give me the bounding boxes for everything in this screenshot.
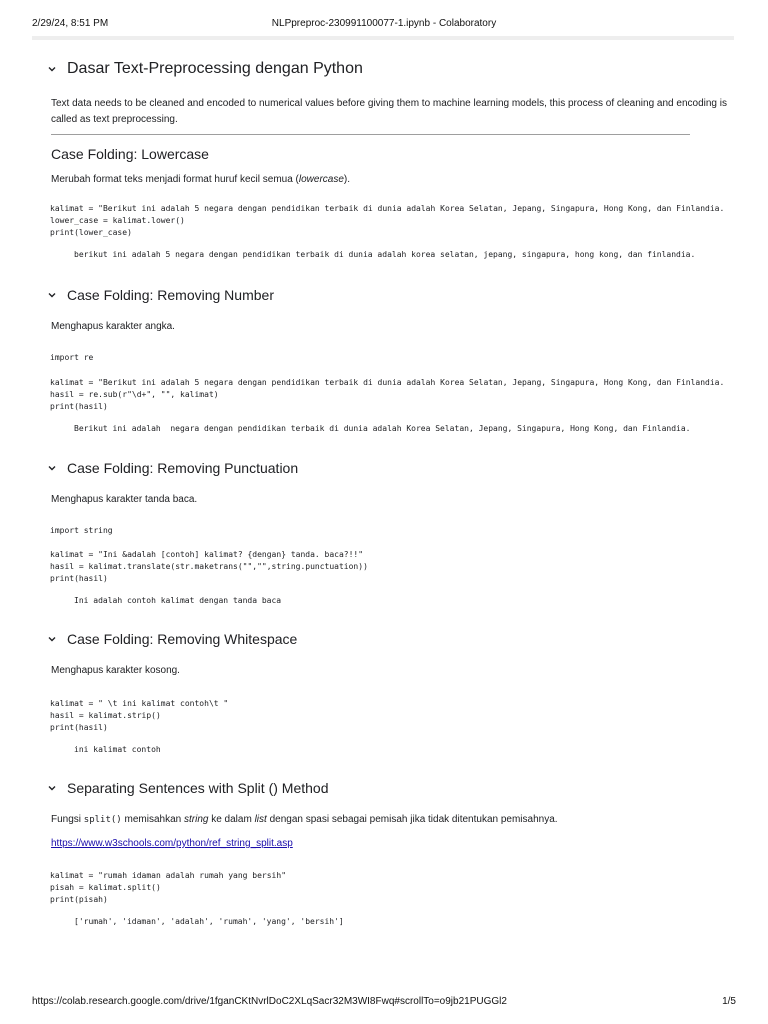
description-italic: string	[183, 814, 209, 825]
code-cell[interactable]: kalimat = "rumah idaman adalah rumah yang bersih" pisah = kalimat.split() print(pisah)	[50, 871, 287, 904]
section-title: Case Folding: Removing Whitespace	[67, 631, 298, 647]
chevron-down-icon[interactable]	[44, 460, 60, 476]
description-text	[51, 812, 734, 828]
cell-output: ['rumah', 'idaman', 'adalah', 'rumah', 'yang', 'bersih']	[74, 917, 344, 926]
description-text	[51, 172, 734, 188]
section-header-removing-number[interactable]	[44, 282, 734, 308]
text-cell-divider	[51, 134, 690, 135]
section-header-removing-punctuation[interactable]	[44, 455, 734, 481]
inline-code: split()	[83, 815, 122, 825]
section-title: Separating Sentences with Split () Method	[67, 780, 329, 796]
section-title: Case Folding: Removing Punctuation	[67, 460, 299, 476]
chevron-down-icon[interactable]	[44, 287, 60, 303]
cell-output: ini kalimat contoh	[74, 745, 161, 754]
print-datetime: 2/29/24, 8:51 PM	[32, 18, 109, 29]
description-part: memisahkan	[121, 814, 184, 825]
w3schools-link[interactable]: https://www.w3schools.com/python/ref_string_split.asp	[51, 838, 293, 849]
print-title: NLPpreproc-230991100077-1.ipynb - Colaboratory	[271, 18, 497, 29]
description-part: ).	[343, 174, 351, 185]
description-text: Menghapus karakter tanda baca.	[51, 494, 198, 505]
page-number: 1/5	[722, 996, 736, 1007]
description-text: Menghapus karakter angka.	[51, 321, 175, 332]
description-text: Menghapus karakter kosong.	[51, 665, 180, 676]
cell-output: Berikut ini adalah negara dengan pendidikan terbaik di dunia adalah Korea Selatan, Jepang, Singapura, Hong Kong, dan Finlandia.	[74, 424, 691, 433]
cell-output: berikut ini adalah 5 negara dengan pendidikan terbaik di dunia adalah korea selatan, jepang, singapura, hong kong, dan finlandia.	[74, 250, 696, 259]
intro-text: Text data needs to be cleaned and encoded to numerical values before giving them to machine learning models, this process of cleaning and encoding is called as text preprocessing.	[51, 98, 727, 125]
chevron-down-icon[interactable]	[44, 61, 60, 77]
section-header-split[interactable]	[44, 775, 734, 801]
section-header-main[interactable]	[44, 56, 734, 82]
description-part: Fungsi	[51, 814, 84, 825]
code-cell[interactable]: kalimat = " \t ini kalimat contoh\t " hasil = kalimat.strip() print(hasil)	[50, 699, 229, 732]
chevron-down-icon[interactable]	[44, 631, 60, 647]
description-italic: list	[254, 814, 267, 825]
chevron-down-icon[interactable]	[44, 780, 60, 796]
code-cell[interactable]: kalimat = "Berikut ini adalah 5 negara dengan pendidikan terbaik di dunia adalah Korea Selatan, Jepang, Singapura, Hong Kong, dan Finlandia. lower_case = kalimat.lower() print(lower_case)	[50, 204, 725, 237]
description-part: Merubah format teks menjadi format huruf kecil semua (	[51, 174, 299, 185]
code-cell[interactable]: import string	[50, 526, 113, 535]
subsection-title: Case Folding: Lowercase	[51, 146, 209, 162]
code-cell[interactable]: kalimat = "Ini &adalah [contoh] kalimat? {dengan} tanda. baca?!!" hasil = kalimat.translate(str.maketrans("","",string.punctuation)) print(hasil)	[50, 550, 368, 583]
notebook-content	[44, 56, 734, 928]
print-footer	[32, 996, 736, 1010]
code-cell[interactable]: import re	[50, 353, 94, 362]
section-title: Dasar Text-Preprocessing dengan Python	[67, 60, 363, 77]
header-divider	[32, 36, 734, 40]
description-part: dengan spasi sebagai pemisah jika tidak ditentukan pemisahnya.	[266, 814, 558, 825]
description-italic: lowercase	[298, 174, 344, 185]
section-header-removing-whitespace[interactable]	[44, 626, 734, 652]
print-header	[32, 18, 736, 32]
code-cell[interactable]: kalimat = "Berikut ini adalah 5 negara dengan pendidikan terbaik di dunia adalah Korea Selatan, Jepang, Singapura, Hong Kong, dan Finlandia. hasil = re.sub(r"\d+", "", kalimat) print(hasil)	[50, 378, 725, 411]
cell-output: Ini adalah contoh kalimat dengan tanda baca	[74, 596, 282, 605]
section-title: Case Folding: Removing Number	[67, 287, 274, 303]
description-part: ke dalam	[208, 814, 255, 825]
print-url: https://colab.research.google.com/drive/1fganCKtNvrlDoC2XLqSacr32M3WI8Fwq#scrollTo=o9jb21PUGGl2	[32, 996, 507, 1007]
